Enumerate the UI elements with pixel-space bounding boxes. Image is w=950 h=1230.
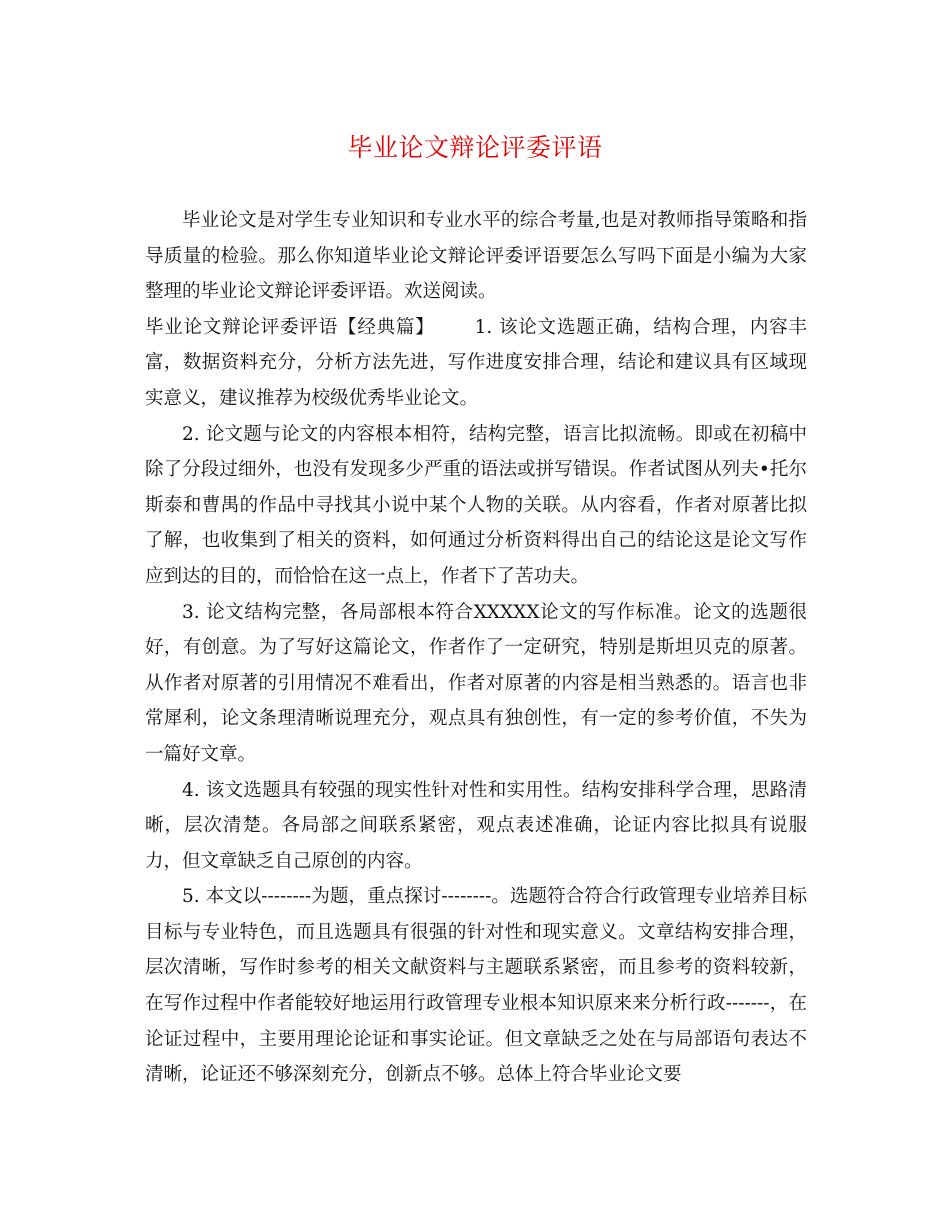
review-item-4: 4. 该文选题具有较强的现实性针对性和实用性。结构安排科学合理，思路清晰，层次清楚。各局部之间联系紧密，观点表述准确，论证内容比拟具有说服力，但文章缺乏自己原创的内容。	[145, 779, 807, 872]
document-body	[145, 203, 807, 1093]
review-item-5: 5. 本文以--------为题，重点探讨--------。选题符合符合行政管理专业培养目标目标与专业特色，而且选题具有很强的针对性和现实意义。文章结构安排合理，层次清晰，写作时参考的相关文献资料与主题联系紧密，而且参考的资料较新，在写作过程中作者能较好地运用行政管理专业根本知识原来来分析行政-------，在论证过程中，主要用理论论证和事实论证。但文章缺乏之处在与局部语句表达不清晰，论证还不够深刻充分，创新点不够。总体上符合毕业论文要	[145, 886, 807, 1086]
intro-paragraph: 毕业论文是对学生专业知识和专业水平的综合考量,也是对教师指导策略和指导质量的检验。那么你知道毕业论文辩论评委评语要怎么写吗下面是小编为大家整理的毕业论文辩论评委评语。欢送阅读。	[145, 210, 807, 303]
document-title: 毕业论文辩论评委评语	[347, 133, 603, 162]
review-item-3: 3. 论文结构完整，各局部根本符合XXXXX论文的写作标准。论文的选题很好，有创意。为了写好这篇论文，作者作了一定研究，特别是斯坦贝克的原著。从作者对原著的引用情况不难看出，作者对原著的内容是相当熟悉的。语言也非常犀利，论文条理清晰说理充分，观点具有独创性，有一定的参考价值，不失为一篇好文章。	[145, 601, 807, 765]
section-spacer	[435, 317, 475, 338]
section-paragraph	[145, 310, 807, 417]
review-item-2: 2. 论文题与论文的内容根本相符，结构完整，语言比拟流畅。即或在初稿中除了分段过细外，也没有发现多少严重的语法或拼写错误。作者试图从列夫•托尔斯泰和曹禺的作品中寻找其小说中某个人物的关联。从内容看，作者对原著比拟了解，也收集到了相关的资料，如何通过分析资料得出自己的结论这是论文写作应到达的目的，而恰恰在这一点上，作者下了苦功夫。	[145, 423, 807, 587]
review-item-1: 1. 该论文选题正确，结构合理，内容丰富，数据资料充分，分析方法先进，写作进度安排合理，结论和建议具有区域现实意义，建议推荐为校级优秀毕业论文。	[145, 316, 807, 409]
section-heading: 毕业论文辩论评委评语【经典篇】	[145, 316, 435, 338]
